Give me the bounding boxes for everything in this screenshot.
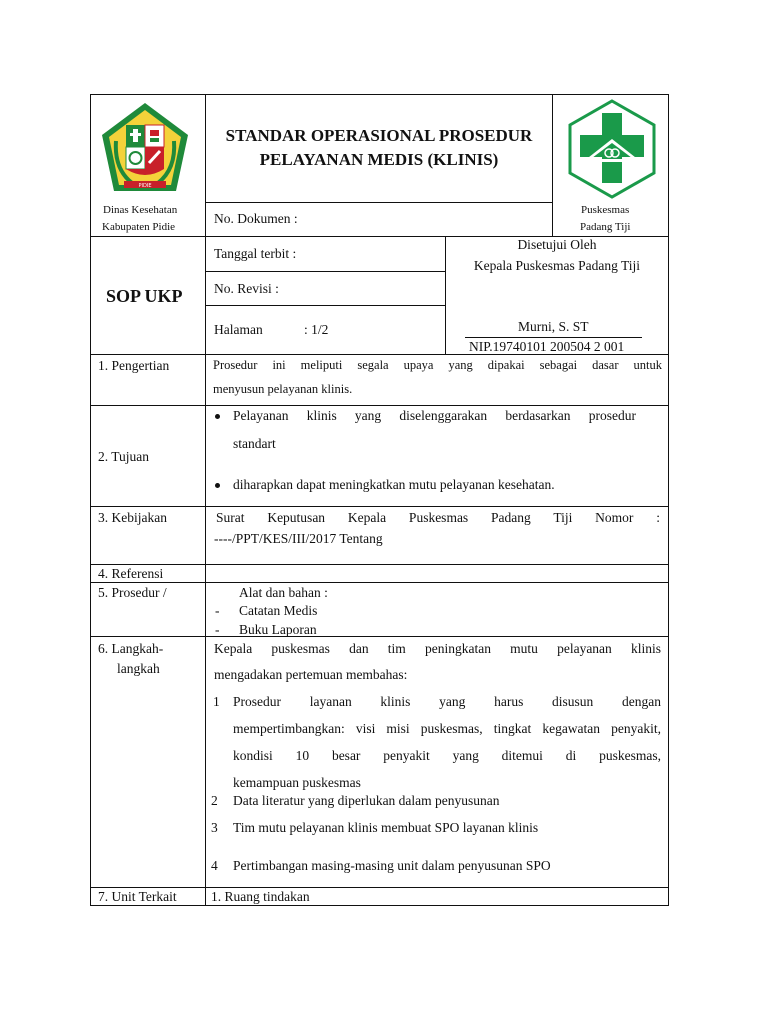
tujuan-bullet1-line2: standart <box>233 436 276 451</box>
step-number: 2 <box>211 793 218 808</box>
section-label-unit-terkait: 7. Unit Terkait <box>98 889 177 904</box>
halaman-value: : 1/2 <box>304 322 329 337</box>
no-revisi-label: No. Revisi : <box>214 281 279 296</box>
bullet-icon <box>215 414 220 419</box>
prosedur-item-2: Buku Laporan <box>239 622 317 637</box>
pidie-district-emblem <box>100 101 190 199</box>
step-1-line2: mempertimbangkan: visi misi puskesmas, tingkat kegawatan penyakit, <box>233 721 661 736</box>
langkah-intro-line1: Kepala puskesmas dan tim peningkatan mutu pelayanan klinis <box>214 641 661 656</box>
right-org-line2: Padang Tiji <box>580 221 631 233</box>
step-number: 4 <box>211 858 218 873</box>
step-1-line1: Prosedur layanan klinis yang harus disusun dengan <box>233 694 661 709</box>
signatory-name: Murni, S. ST <box>518 319 589 334</box>
pengertian-line1: Prosedur ini meliputi segala upaya yang dipakai sebagai dasar untuk <box>213 358 662 372</box>
unit-terkait-value: 1. Ruang tindakan <box>211 889 310 904</box>
step-2-line1: Data literatur yang diperlukan dalam penyusunan <box>233 793 500 808</box>
right-org-line1: Puskesmas <box>581 204 630 216</box>
halaman-label: Halaman <box>214 322 263 337</box>
section-label-prosedur: 5. Prosedur / <box>98 585 167 600</box>
left-org-line1: Dinas Kesehatan <box>103 204 178 216</box>
signatory-nip: NIP.19740101 200504 2 001 <box>469 339 625 354</box>
prosedur-dash: - <box>215 622 220 637</box>
kebijakan-line1: Surat Keputusan Kepala Puskesmas Padang Tiji Nomor : <box>216 510 660 525</box>
tujuan-bullet1-line1: Pelayanan klinis yang diselenggarakan berdasarkan prosedur <box>233 408 636 423</box>
step-1-line4: kemampuan puskesmas <box>233 775 361 790</box>
step-number: 3 <box>211 820 218 835</box>
left-org-line2: Kabupaten Pidie <box>102 221 176 233</box>
section-label-tujuan: 2. Tujuan <box>98 449 150 464</box>
puskesmas-logo <box>566 99 658 199</box>
no-dokumen-label: No. Dokumen : <box>214 211 298 226</box>
kebijakan-line2: ----/PPT/KES/III/2017 Tentang <box>214 531 383 546</box>
section-label-referensi: 4. Referensi <box>98 566 164 581</box>
step-1-line3: kondisi 10 besar penyakit yang ditemui di puskesmas, <box>233 748 661 763</box>
tanggal-terbit-label: Tanggal terbit : <box>214 246 297 261</box>
approval-line2: Kepala Puskesmas Padang Tiji <box>473 258 641 273</box>
step-number: 1 <box>213 694 220 709</box>
svg-text:PIDIE: PIDIE <box>138 183 152 189</box>
bullet-icon <box>215 483 220 488</box>
prosedur-heading: Alat dan bahan : <box>239 585 328 600</box>
step-4-line1: Pertimbangan masing-masing unit dalam penyusunan SPO <box>233 858 551 873</box>
section-label-langkah-1: 6. Langkah- <box>98 641 164 656</box>
section-label-pengertian: 1. Pengertian <box>98 358 170 373</box>
sop-label: SOP UKP <box>106 286 183 306</box>
pengertian-line2: menyusun pelayanan klinis. <box>213 382 353 396</box>
approval-line1: Disetujui Oleh <box>517 237 597 252</box>
title-line2: PELAYANAN MEDIS (KLINIS) <box>259 150 499 169</box>
prosedur-item-1: Catatan Medis <box>239 603 318 618</box>
signature-line <box>465 337 642 338</box>
title-line1: STANDAR OPERASIONAL PROSEDUR <box>225 126 533 145</box>
section-label-langkah-2: langkah <box>117 661 160 676</box>
document-title <box>206 124 552 172</box>
langkah-intro-line2: mengadakan pertemuan membahas: <box>214 667 408 682</box>
section-label-kebijakan: 3. Kebijakan <box>98 510 167 525</box>
prosedur-dash: - <box>215 603 220 618</box>
tujuan-bullet2: diharapkan dapat meningkatkan mutu pelayanan kesehatan. <box>233 477 555 492</box>
step-3-line1: Tim mutu pelayanan klinis membuat SPO layanan klinis <box>233 820 539 835</box>
